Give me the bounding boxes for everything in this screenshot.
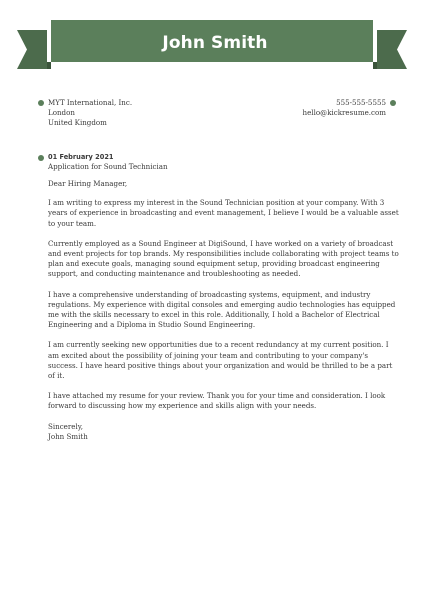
contact-block [216, 98, 396, 118]
contact-phone: 555-555-5555 [336, 98, 386, 107]
letter-body [48, 179, 400, 442]
ribbon-right-tail [377, 30, 407, 69]
bullet-dot-icon [38, 155, 44, 161]
salutation: Dear Hiring Manager, [48, 179, 128, 188]
paragraph-closing: I have attached my resume for your review. Thank you for your time and consideration. I look forward to discussing how my experience and skills align with your needs. [48, 391, 386, 411]
sender-city: London [48, 108, 75, 117]
ribbon-left-fold [47, 62, 51, 69]
signature-name: John Smith [48, 431, 88, 441]
bullet-dot-icon [390, 100, 396, 106]
bullet-dot-icon [38, 100, 44, 106]
sender-company: MYT International, Inc. [48, 98, 133, 107]
contact-email: hello@kickresume.com [302, 108, 386, 117]
letter-subject: Application for Sound Technician [48, 162, 168, 171]
ribbon-left-tail [17, 30, 47, 69]
sender-country: United Kingdom [48, 118, 107, 127]
paragraph-skills: I have a comprehensive understanding of broadcasting systems, equipment, and industry regulations. My experience with digital consoles and emerging audio technologies has equipped me with the skills necessary to excel in this role. Additionally, I hold a Bachelor of Electrical Engineering and a Diploma in Studio Sound Engineering. [48, 289, 396, 330]
letter-date: 01 February 2021 [48, 153, 114, 161]
paragraph-motivation: I am currently seeking new opportunities due to a recent redundancy at my current position. I am excited about the possibility of joining your team and contributing to your company's success. I have heard positive things about your organization and would be thrilled to be a part of it. [48, 340, 393, 381]
applicant-name: John Smith [162, 33, 268, 53]
paragraph-current-role: Currently employed as a Sound Engineer at DigiSound, I have worked on a variety of broadcast and event projects for top brands. My responsibilities include collaborating with project teams to plan and execute goals, managing sound equipment setup, providing broadcast engineering support, and conducting maintenance and troubleshooting as needed. [48, 238, 399, 279]
sender-address-block [38, 98, 218, 128]
ribbon-right-fold [373, 62, 377, 69]
valediction: Sincerely, [48, 421, 84, 431]
paragraph-intro: I am writing to express my interest in the Sound Technician position at your company. With 3 years of experience in broadcasting and event management, I believe I would be a valuable asset to your team. [48, 198, 399, 228]
name-banner [17, 20, 407, 69]
date-subject-block [38, 153, 398, 172]
